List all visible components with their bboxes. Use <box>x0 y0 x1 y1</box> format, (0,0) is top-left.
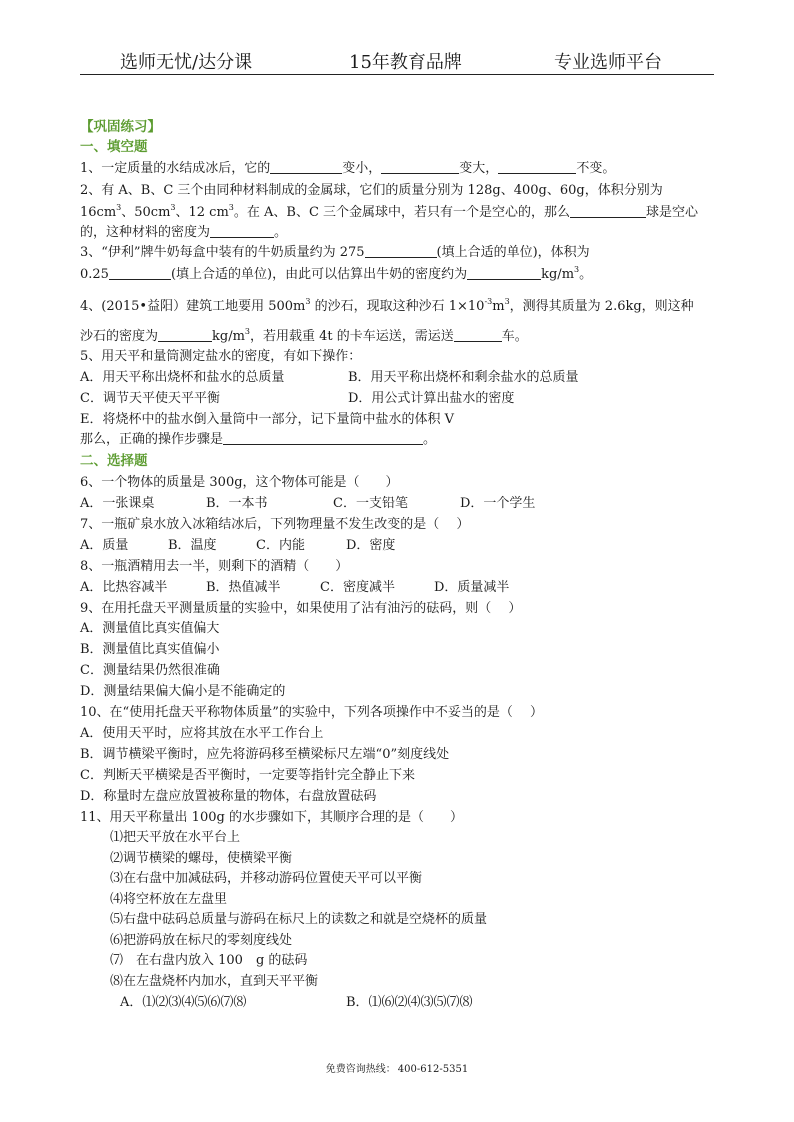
answer-blank[interactable] <box>109 266 171 280</box>
q10-option-a: A．使用天平时，应将其放在水平工作台上 <box>80 726 324 741</box>
answer-blank[interactable] <box>365 244 437 258</box>
q5-option-e: E．将烧杯中的盐水倒入量筒中一部分，记下量筒中盐水的体积 V <box>80 412 455 427</box>
q9-option-b: B．测量值比真实值偏小 <box>80 642 220 657</box>
question-9-stem: 9、在用托盘天平测量质量的实验中，如果使用了沾有油污的砝码，则（ ） <box>80 601 522 616</box>
section-practice: 【巩固练习】 <box>80 119 161 135</box>
q7-option-d: D．密度 <box>346 538 396 553</box>
question-8-stem: 8、一瓶酒精用去一半，则剩下的酒精（ ） <box>80 559 349 574</box>
q9-option-c: C．测量结果仍然很准确 <box>80 663 220 678</box>
q11-option-a: A．⑴⑵⑶⑷⑸⑹⑺⑻ <box>120 995 247 1010</box>
q11-step-7: ⑺ 在右盘内放入 100 g 的砝码 <box>110 953 308 968</box>
q7-option-a: A．质量 <box>80 538 129 553</box>
q11-step-4: ⑷将空杯放在左盘里 <box>110 892 228 907</box>
q11-step-1: ⑴把天平放在水平台上 <box>110 830 241 845</box>
q6-option-c: C．一支铅笔 <box>333 496 408 511</box>
q9-option-d: D．测量结果偏大偏小是不能确定的 <box>80 684 286 699</box>
answer-blank[interactable] <box>381 160 459 174</box>
question-2-line1: 2、有 A、B、C 三个由同种材料制成的金属球，它们的质量分别为 128g、400g、60g，体积分别为 <box>80 183 663 198</box>
q5-option-b: B．用天平称出烧杯和剩余盐水的总质量 <box>348 370 579 385</box>
q5-option-c: C．调节天平使天平平衡 <box>80 391 220 406</box>
question-5-stem: 5、用天平和量筒测定盐水的密度，有如下操作： <box>80 349 362 364</box>
question-10-stem: 10、在“使用托盘天平称物体质量”的实验中，下列各项操作中不妥当的是（ ） <box>80 705 543 720</box>
page-header <box>80 48 714 75</box>
answer-blank[interactable] <box>158 328 212 342</box>
question-6-stem: 6、一个物体的质量是 300g，这个物体可能是（ ） <box>80 475 399 490</box>
q8-option-d: D．质量减半 <box>434 580 510 595</box>
header-platform: 专业选师平台 <box>554 52 662 73</box>
q8-option-b: B．热值减半 <box>206 580 281 595</box>
answer-blank[interactable] <box>270 160 342 174</box>
page-footer <box>0 1060 794 1075</box>
q8-option-c: C．密度减半 <box>320 580 395 595</box>
question-2-line3: 的，这种材料的密度为 。 <box>80 225 288 240</box>
q11-option-b: B．⑴⑹⑵⑷⑶⑸⑺⑻ <box>346 995 473 1010</box>
q6-option-d: D．一个学生 <box>460 496 536 511</box>
question-4-line2: 沙石的密度为 $kg/m^3$，若用载重 4t 的卡车运送，需运送 车。 <box>80 327 528 344</box>
q11-step-5: ⑸右盘中砝码总质量与游码在标尺上的读数之和就是空烧杯的质量 <box>110 912 488 927</box>
hotline-number: 400-612-5351 <box>397 1064 469 1075</box>
q5-answer-line: 那么，正确的操作步骤是 。 <box>80 432 437 447</box>
q11-step-6: ⑹把游码放在标尺的零刻度线处 <box>110 933 293 948</box>
question-1: 1、一定质量的水结成冰后，它的 变小， 变大， 不变。 <box>80 161 616 176</box>
q10-option-b: B．调节横梁平衡时，应先将游码移至横梁标尺左端“0”刻度线处 <box>80 747 450 762</box>
q9-option-a: A．测量值比真实值偏大 <box>80 621 220 636</box>
header-slogan: 15年教育品牌 <box>349 52 462 73</box>
hotline-label: 免费咨询热线： <box>325 1064 396 1075</box>
q7-option-c: C．内能 <box>256 538 305 553</box>
q8-option-a: A．比热容减半 <box>80 580 168 595</box>
answer-blank[interactable] <box>467 266 541 280</box>
q11-step-2: ⑵调节横梁的螺母，使横梁平衡 <box>110 851 293 866</box>
question-3-line1: 3、“伊利”牌牛奶每盒中装有的牛奶质量约为 275 (填上合适的单位)，体积为 <box>80 245 590 260</box>
answer-blank[interactable] <box>210 224 274 238</box>
question-7-stem: 7、一瓶矿泉水放入冰箱结冰后，下列物理量不发生改变的是（ ） <box>80 517 470 532</box>
answer-blank[interactable] <box>223 431 423 445</box>
q5-option-d: D．用公式计算出盐水的密度 <box>348 391 515 406</box>
answer-blank[interactable] <box>454 328 502 342</box>
q11-step-8: ⑻在左盘烧杯内加水，直到天平平衡 <box>110 974 319 989</box>
answer-blank[interactable] <box>570 204 646 218</box>
question-4-line1: 4、(2015•益阳）建筑工地要用 $500m^3$ 的沙石，现取这种沙石 $1\times 10^{-3}m^3$，测得其质量为 2.6kg，则这种 <box>80 297 694 314</box>
q10-option-c: C．判断天平横梁是否平衡时，一定要等指针完全静止下来 <box>80 768 415 783</box>
question-2-line2: $16cm^3$、$50cm^3$、12 $cm^3$。在 A、B、C 三个金属球中，若只有一个是空心的，那么 球是空心 <box>80 203 699 220</box>
question-3-line2: 0.25 (填上合适的单位)，由此可以估算出牛奶的密度约为 $kg/m^3$。 <box>80 265 593 282</box>
q6-option-a: A．一张课桌 <box>80 496 155 511</box>
answer-blank[interactable] <box>498 160 576 174</box>
q10-option-d: D．称量时左盘应放置被称量的物体，右盘放置砝码 <box>80 789 377 804</box>
section-fill-in: 一、填空题 <box>80 139 148 155</box>
q7-option-b: B．温度 <box>168 538 217 553</box>
q11-step-3: ⑶在右盘中加减砝码，并移动游码位置使天平可以平衡 <box>110 871 423 886</box>
question-11-stem: 11、用天平称量出 100g 的水步骤如下，其顺序合理的是（ ） <box>80 810 463 825</box>
section-choice: 二、选择题 <box>80 453 148 469</box>
q6-option-b: B．一本书 <box>206 496 268 511</box>
q5-option-a: A．用天平称出烧杯和盐水的总质量 <box>80 370 285 385</box>
header-brand: 选师无忧/达分课 <box>120 52 253 73</box>
